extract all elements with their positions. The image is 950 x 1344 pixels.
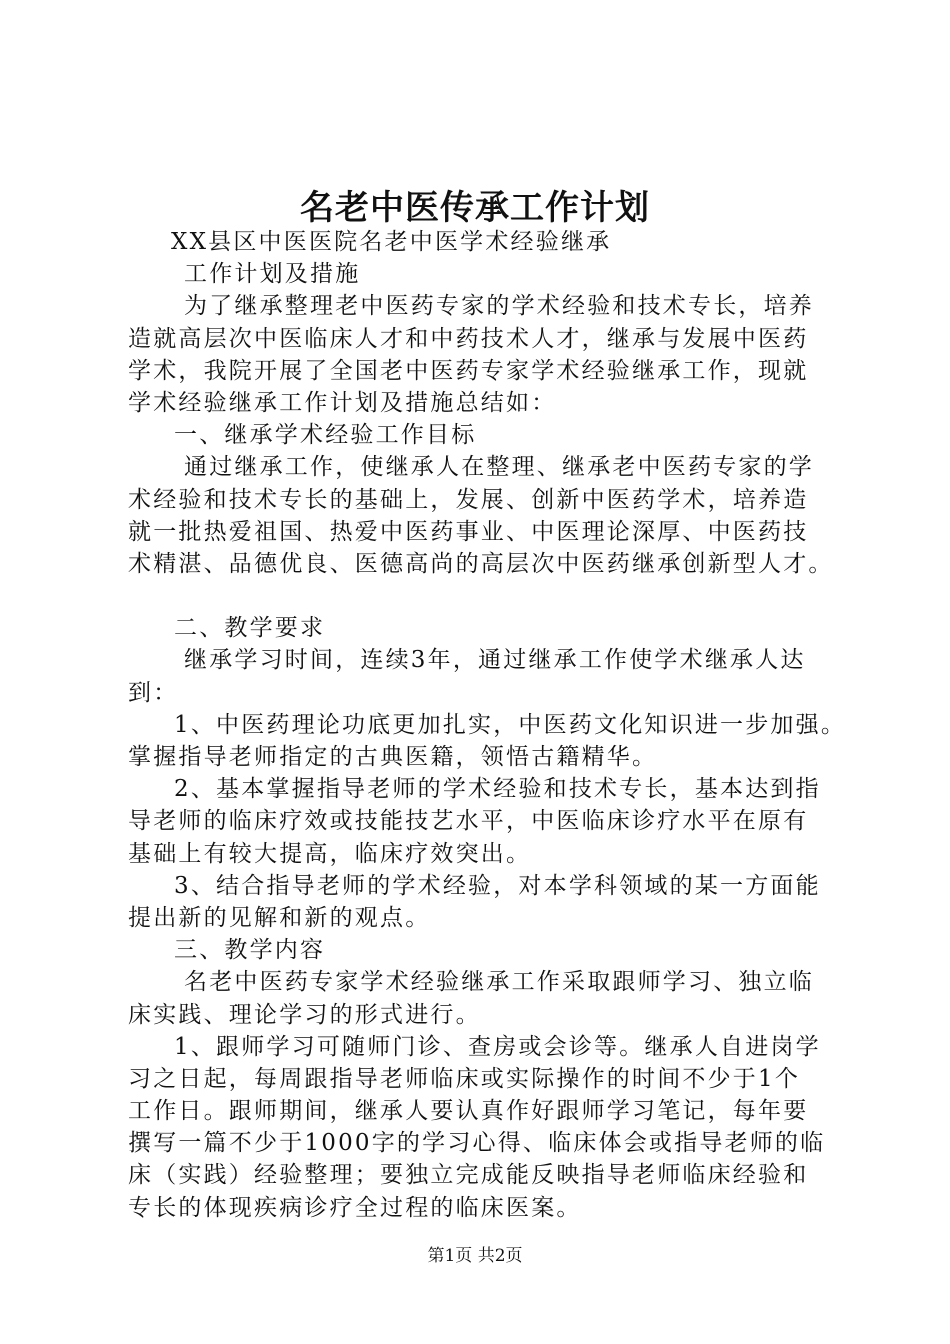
text-line: 1、中医药理论功底更加扎实，中医药文化知识进一步加强。 bbox=[174, 711, 847, 738]
text-line: 造就高层次中医临床人才和中药技术人才，继承与发展中医药 bbox=[128, 325, 809, 352]
text-line: 学术，我院开展了全国老中医药专家学术经验继承工作，现就 bbox=[128, 357, 809, 384]
text-line: 到： bbox=[128, 679, 179, 706]
text-line: 1、跟师学习可随师门诊、查房或会诊等。继承人自进岗学 bbox=[174, 1033, 821, 1060]
text-line: 床（实践）经验整理；要独立完成能反映指导老师临床经验和 bbox=[128, 1162, 809, 1189]
text-line: 撰写一篇不少于1000字的学习心得、临床体会或指导老师的临 bbox=[128, 1130, 826, 1157]
text-line: 二、教学要求 bbox=[174, 615, 326, 642]
text-line: 继承学习时间，连续3年，通过继承工作使学术继承人达 bbox=[184, 647, 806, 674]
text-line: 床实践、理论学习的形式进行。 bbox=[128, 1001, 481, 1028]
text-line: 习之日起，每周跟指导老师临床或实际操作的时间不少于1个 bbox=[128, 1065, 801, 1092]
text-line: 2、基本掌握指导老师的学术经验和技术专长，基本达到指 bbox=[174, 776, 821, 803]
text-line: 基础上有较大提高，临床疗效突出。 bbox=[128, 840, 532, 867]
text-line: 工作日。跟师期间，继承人要认真作好跟师学习笔记，每年要 bbox=[128, 1098, 809, 1125]
text-line: 通过继承工作，使继承人在整理、继承老中医药专家的学 bbox=[184, 454, 814, 481]
text-line: 术经验和技术专长的基础上，发展、创新中医药学术，培养造 bbox=[128, 486, 809, 513]
blank-line bbox=[128, 580, 853, 612]
text-line: 就一批热爱祖国、热爱中医药事业、中医理论深厚、中医药技 bbox=[128, 518, 809, 545]
text-line: 三、教学内容 bbox=[174, 937, 326, 964]
document-title: 名老中医传承工作计划 bbox=[300, 188, 650, 228]
text-line: 工作计划及措施 bbox=[184, 261, 361, 288]
text-line: 一、继承学术经验工作目标 bbox=[174, 422, 477, 449]
text-line: 为了继承整理老中医药专家的学术经验和技术专长，培养 bbox=[184, 293, 814, 320]
page-footer: 第1页 共2页 bbox=[427, 1246, 523, 1266]
text-line: 术精湛、品德优良、医德高尚的高层次中医药继承创新型人才。 bbox=[128, 550, 834, 577]
text-line: 专长的体现疾病诊疗全过程的临床医案。 bbox=[128, 1194, 582, 1221]
text-line: 导老师的临床疗效或技能技艺水平，中医临床诊疗水平在原有 bbox=[128, 808, 809, 835]
text-line: XX县区中医医院名老中医学术经验继承 bbox=[171, 229, 612, 255]
text-line: 掌握指导老师指定的古典医籍，领悟古籍精华。 bbox=[128, 744, 658, 770]
document-body bbox=[128, 226, 853, 1224]
text-line: 提出新的见解和新的观点。 bbox=[128, 904, 431, 931]
text-line: 3、结合指导老师的学术经验，对本学科领域的某一方面能 bbox=[174, 872, 821, 899]
text-line: 名老中医药专家学术经验继承工作采取跟师学习、独立临 bbox=[184, 969, 814, 996]
text-line: 学术经验继承工作计划及措施总结如： bbox=[128, 389, 557, 416]
